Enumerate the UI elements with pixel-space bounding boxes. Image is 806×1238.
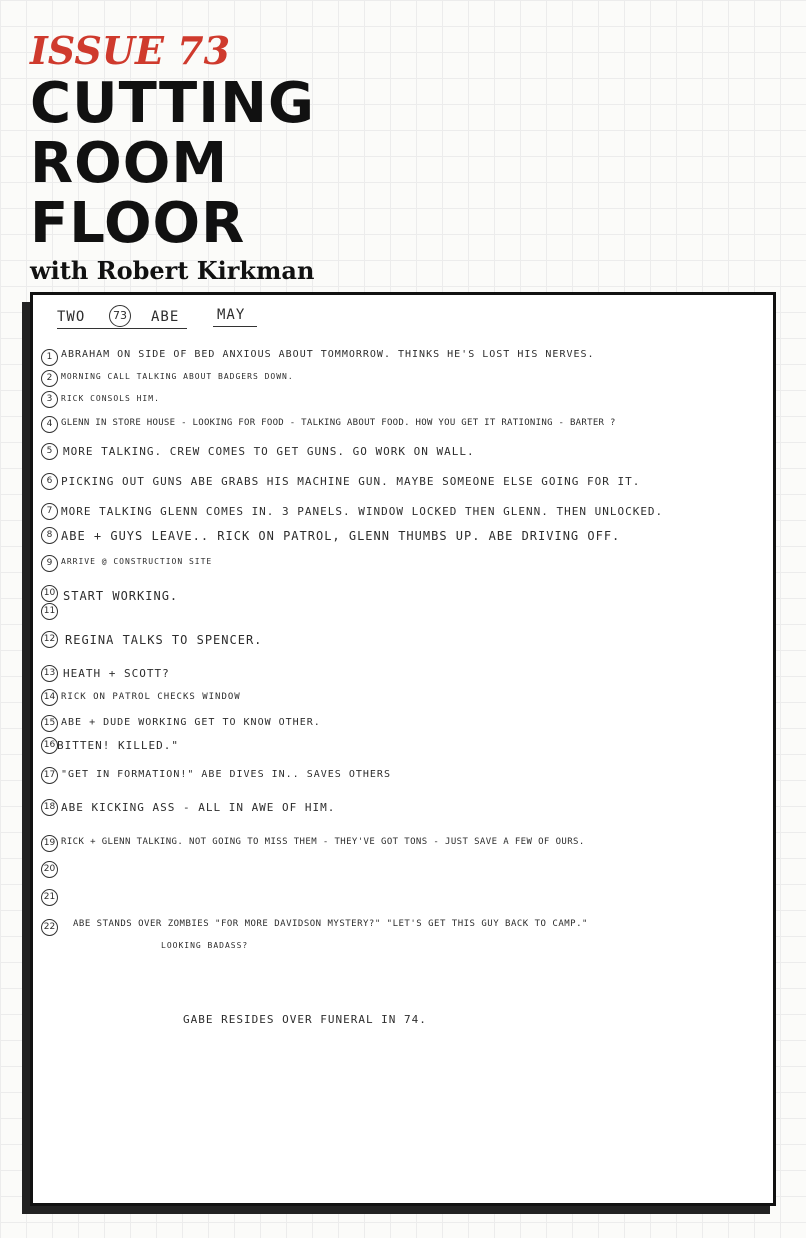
note-line: ABE KICKING ASS - ALL IN AWE OF HIM. (61, 801, 336, 814)
line-number: 22 (41, 919, 58, 936)
line-number: 1 (41, 349, 58, 366)
header (30, 30, 315, 286)
note-line: GLENN IN STORE HOUSE - LOOKING FOR FOOD - TALKING ABOUT FOOD. HOW YOU GET IT RATIONING - BARTER ? (61, 418, 616, 428)
line-number: 6 (41, 473, 58, 490)
note-line: RICK + GLENN TALKING. NOT GOING TO MISS THEM - THEY'VE GOT TONS - JUST SAVE A FEW OF OURS. (61, 837, 585, 847)
byline: with Robert Kirkman (30, 256, 315, 285)
line-number: 20 (41, 861, 58, 878)
line-number: 8 (41, 527, 58, 544)
line-number: 4 (41, 416, 58, 433)
line-number: 17 (41, 767, 58, 784)
handwritten-note-page (30, 292, 776, 1206)
note-line: RICK CONSOLS HIM. (61, 394, 160, 403)
line-number: 2 (41, 370, 58, 387)
line-number: 3 (41, 391, 58, 408)
note-line: MORE TALKING GLENN COMES IN. 3 PANELS. WINDOW LOCKED THEN GLENN. THEN UNLOCKED. (61, 505, 664, 518)
note-line: ABE STANDS OVER ZOMBIES "FOR MORE DAVIDSON MYSTERY?" "LET'S GET THIS GUY BACK TO CAMP." (73, 919, 588, 929)
heading-issue-number: 73 (109, 305, 131, 327)
note-line: ABE + DUDE WORKING GET TO KNOW OTHER. (61, 717, 321, 728)
note-line: BITTEN! KILLED." (57, 739, 179, 752)
title-line-1: CUTTING (30, 71, 315, 136)
note-line: ABE + GUYS LEAVE.. RICK ON PATROL, GLENN THUMBS UP. ABE DRIVING OFF. (61, 529, 621, 543)
line-number: 9 (41, 555, 58, 572)
note-line: REGINA TALKS TO SPENCER. (65, 633, 263, 647)
may-underline (213, 326, 257, 327)
line-number: 18 (41, 799, 58, 816)
note-line-sub: LOOKING BADASS? (161, 941, 249, 950)
heading-may: MAY (217, 307, 246, 323)
line-number: 13 (41, 665, 58, 682)
title-line-2: ROOM (30, 131, 229, 196)
heading-two: TWO (57, 309, 86, 325)
note-line: PICKING OUT GUNS ABE GRABS HIS MACHINE GUN. MAYBE SOMEONE ELSE GOING FOR IT. (61, 475, 641, 488)
note-line: ARRIVE @ CONSTRUCTION SITE (61, 557, 213, 566)
line-number: 19 (41, 835, 58, 852)
note-line: MORNING CALL TALKING ABOUT BADGERS DOWN. (61, 372, 294, 381)
heading-underline (57, 328, 187, 329)
line-number: 15 (41, 715, 58, 732)
heading-abe: ABE (151, 309, 180, 325)
note-line: RICK ON PATROL CHECKS WINDOW (61, 692, 241, 702)
line-number: 7 (41, 503, 58, 520)
issue-label: ISSUE 73 (30, 28, 231, 73)
note-line: MORE TALKING. CREW COMES TO GET GUNS. GO WORK ON WALL. (63, 445, 475, 458)
note-line: "GET IN FORMATION!" ABE DIVES IN.. SAVES OTHERS (61, 769, 391, 780)
note-line: START WORKING. (63, 589, 179, 603)
line-number: 21 (41, 889, 58, 906)
line-number: 10 (41, 585, 58, 602)
line-number: 11 (41, 603, 58, 620)
title-line-3: FLOOR (30, 191, 246, 256)
line-number: 16 (41, 737, 58, 754)
line-number: 5 (41, 443, 58, 460)
line-number: 12 (41, 631, 58, 648)
note-line: ABRAHAM ON SIDE OF BED ANXIOUS ABOUT TOMMORROW. THINKS HE'S LOST HIS NERVES. (61, 349, 595, 360)
note-line: HEATH + SCOTT? (63, 667, 170, 680)
footer-note: GABE RESIDES OVER FUNERAL IN 74. (183, 1013, 427, 1026)
line-number: 14 (41, 689, 58, 706)
